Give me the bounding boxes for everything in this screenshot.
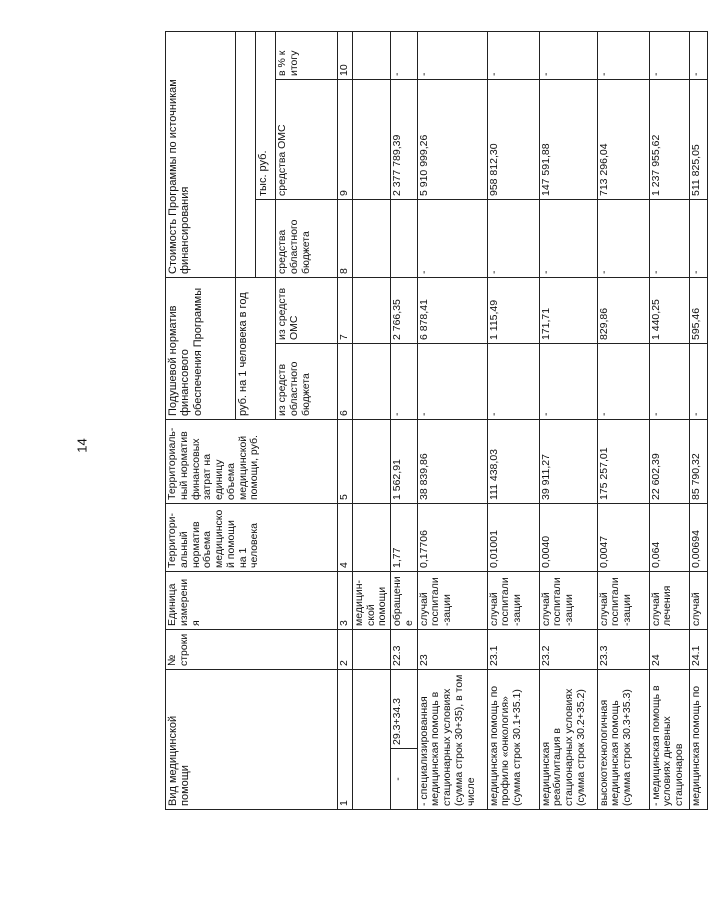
cell-empty	[352, 200, 390, 278]
cell-empty	[352, 278, 390, 344]
cell-empty	[352, 32, 390, 80]
cell-oms-total: 5 910 999,26	[417, 80, 487, 200]
col-index-10: 10	[338, 32, 353, 80]
header-percapita-budget: из средств областного бюджета	[276, 344, 338, 420]
cell-oms-total: 958 812,30	[487, 80, 539, 200]
rotated-table-wrapper	[165, 32, 702, 810]
cell-cost: 85 790,32	[689, 420, 707, 504]
col-index-3: 3	[338, 572, 353, 630]
table-row	[597, 32, 649, 810]
header-volume-norm: Территори-альный норматив объема медицинской помощи на 1 человека	[166, 504, 338, 572]
cell-volume: 0,064	[649, 504, 689, 572]
cell-budget-pc: -	[539, 344, 597, 420]
cell-cost: 39 911,27	[539, 420, 597, 504]
cell-volume: 0,0040	[539, 504, 597, 572]
cell-budget-pc: -	[487, 344, 539, 420]
cell-budget-total: -	[487, 200, 539, 278]
cell-budget-pc: -	[391, 344, 418, 420]
cell-unit: случай госпитали-зации	[417, 572, 487, 630]
header-cost-blank	[256, 200, 276, 278]
header-row-no: № строки	[166, 630, 338, 670]
header-cost-title: Стоимость Программы по источникам финансирования	[166, 32, 236, 278]
cell-row-no: 24	[649, 630, 689, 670]
cell-oms-total: 2 377 789,39	[391, 80, 418, 200]
header-percapita-title: Подушевой норматив финансового обеспечения Программы	[166, 278, 236, 420]
table-row	[391, 32, 418, 810]
cell-unit: случай	[689, 572, 707, 630]
header-cost-spacer	[236, 32, 256, 278]
cell-unit: медицин-ской помощи	[352, 572, 390, 630]
cell-budget-total: -	[649, 200, 689, 278]
cell-pct: -	[597, 32, 649, 80]
table-row-unit-continuation	[352, 32, 390, 810]
col-index-4: 4	[338, 504, 353, 572]
cell-oms-pc: 6 878,41	[417, 278, 487, 344]
cell-type	[391, 670, 418, 810]
col-index-8: 8	[338, 200, 353, 278]
cell-budget-pc: -	[689, 344, 707, 420]
cell-type-prefix: -	[392, 777, 404, 781]
cell-budget-pc: -	[417, 344, 487, 420]
table-row	[539, 32, 597, 810]
cell-row-no: 23.3	[597, 630, 649, 670]
cell-row-no: 23	[417, 630, 487, 670]
cell-type: медицинская помощь по профилю «онкология» (сумма строк 30.1+35.1)	[487, 670, 539, 810]
cell-unit: случай госпитали-зации	[487, 572, 539, 630]
cell-empty	[352, 80, 390, 200]
table-row	[487, 32, 539, 810]
cell-volume: 0,17706	[417, 504, 487, 572]
cell-oms-pc: 2 766,35	[391, 278, 418, 344]
header-unit: Единица измерения	[166, 572, 338, 630]
cell-oms-pc: 1 115,49	[487, 278, 539, 344]
cell-pct: -	[689, 32, 707, 80]
cell-budget-total: -	[689, 200, 707, 278]
cell-budget-pc: -	[649, 344, 689, 420]
cell-type: - медицинская помощь в условиях дневных стационаров	[649, 670, 689, 810]
table-row	[689, 32, 707, 810]
cell-unit: случай госпитали-зации	[539, 572, 597, 630]
program-cost-table	[165, 31, 708, 810]
cell-empty	[352, 420, 390, 504]
cell-pct: -	[487, 32, 539, 80]
col-index-6: 6	[338, 344, 353, 420]
cell-empty	[352, 630, 390, 670]
cell-volume: 1,77	[391, 504, 418, 572]
header-cost-pct: в % к итогу	[276, 32, 338, 80]
cell-pct: -	[417, 32, 487, 80]
cell-volume: 0,00694	[689, 504, 707, 572]
cell-empty	[352, 344, 390, 420]
cell-oms-pc: 595,46	[689, 278, 707, 344]
cell-row-no: 23.2	[539, 630, 597, 670]
cell-pct: -	[539, 32, 597, 80]
col-index-7: 7	[338, 278, 353, 344]
col-index-2: 2	[338, 630, 353, 670]
cell-unit: случай лечения	[649, 572, 689, 630]
header-cost-oms: средства ОМС	[276, 80, 338, 200]
cell-type: - специализированная медицинская помощь в стационарных условиях (сумма строк 30+35), в том числе	[417, 670, 487, 810]
cell-oms-pc: 829,86	[597, 278, 649, 344]
cell-empty	[352, 670, 390, 810]
cell-unit: обращение	[391, 572, 418, 630]
cell-type: медицинская реабилитация в стационарных условиях (сумма строк 30.2+35.2)	[539, 670, 597, 810]
cell-cost: 38 839,86	[417, 420, 487, 504]
col-index-1: 1	[338, 670, 353, 810]
page-number: 14	[74, 438, 90, 453]
cell-oms-total: 511 825,05	[689, 80, 707, 200]
header-cost-sub: тыс. руб.	[256, 32, 276, 200]
cell-row-no: 24.1	[689, 630, 707, 670]
cell-pct: -	[649, 32, 689, 80]
cell-empty	[352, 504, 390, 572]
header-cost-norm: Территориаль-ный норматив финансовых затрат на единицу объема медицинской помощи, руб.	[166, 420, 338, 504]
table-row	[417, 32, 487, 810]
cell-oms-pc: 1 440,25	[649, 278, 689, 344]
cell-cost: 111 438,03	[487, 420, 539, 504]
cell-volume: 0,0047	[597, 504, 649, 572]
header-type: Вид медицинской помощи	[166, 670, 338, 810]
cell-volume: 0,01001	[487, 504, 539, 572]
header-percapita-oms: из средств ОМС	[276, 278, 338, 344]
cell-budget-total: -	[417, 200, 487, 278]
cell-type: высокотехнологичная медицинская помощь (сумма строк 30.3+35.3)	[597, 670, 649, 810]
cell-type: медицинская помощь по	[689, 670, 707, 810]
cell-cost: 1 562,91	[391, 420, 418, 504]
cell-type-value: 29.3+34.3	[391, 695, 417, 749]
header-cost-budget: средства областного бюджета	[276, 200, 338, 278]
table-row	[649, 32, 689, 810]
cell-cost: 175 257,01	[597, 420, 649, 504]
cell-budget-total	[391, 200, 418, 278]
col-index-5: 5	[338, 420, 353, 504]
cell-unit: случай госпитали-зации	[597, 572, 649, 630]
cell-oms-total: 713 296,04	[597, 80, 649, 200]
cell-oms-total: 147 591,88	[539, 80, 597, 200]
cell-budget-pc: -	[597, 344, 649, 420]
cell-row-no: 22.3	[391, 630, 418, 670]
cell-oms-pc: 171,71	[539, 278, 597, 344]
cell-pct: -	[391, 32, 418, 80]
cell-cost: 22 602,39	[649, 420, 689, 504]
cell-budget-total: -	[597, 200, 649, 278]
col-index-9: 9	[338, 80, 353, 200]
header-percapita-sub: руб. на 1 человека в год	[236, 278, 276, 420]
cell-oms-total: 1 237 955,62	[649, 80, 689, 200]
cell-row-no: 23.1	[487, 630, 539, 670]
cell-budget-total: -	[539, 200, 597, 278]
